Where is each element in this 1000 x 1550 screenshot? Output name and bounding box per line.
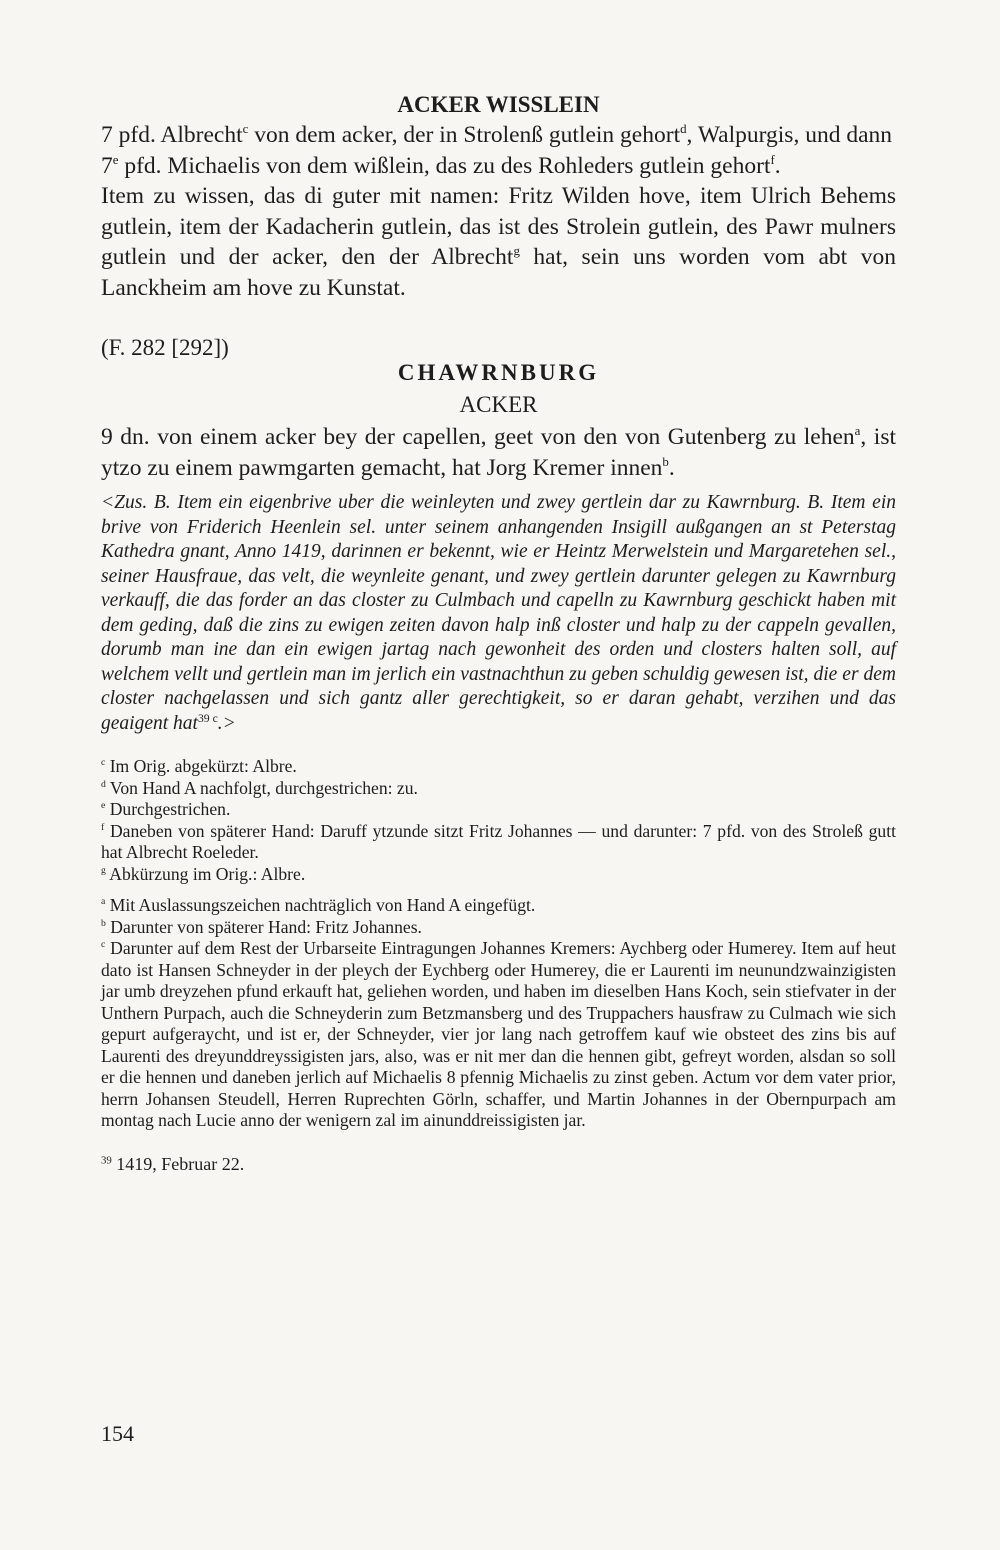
sub-title: ACKER	[459, 392, 538, 417]
note-f: $^f$ Daneben von späterer Hand: Daruff ytzunde sitzt Fritz Johannes — und darunter: 7 pfd. von des Stroleß gutt hat Albrecht Roeleder.	[101, 820, 896, 862]
note-c-long: $^c$ Darunter auf dem Rest der Urbarseite Eintragungen Johannes Kremers: Aychberg oder Humerey. Item auf heut dato ist Hansen Schneyder in der pleych der Eychberg oder Humerey, die er Laurenti im neunundzwainzigisten jar umb dreyzehen pfund erkauft hat, geliehen worden, und haben im dieselben Hans Koch, sein stiefvater in der Unthern Purpach, auch die Schneyderin zum Betzmansberg und des Truppachers hausfraw zu Culmach wie sich gepurt aufgeraycht, und ist er, der Schneyder, vier jor lang nach getroffem kauf wie obsteet des zins bis auf Laurenti des dreyunddreyssigisten jars, also, was er nit mer dan die hennen gibt, gefreyt worden, alsdan so soll er die hennen und daneben jerlich auf Michaelis 8 pfennig Michaelis zu zinst geben. Actum vor dem vater prior, herrn Johansen Steudell, Herren Ruprechten Görln, schaffer, und Martin Johannes in der Obernpurpach am montag nach Lucie anno der wenigern zal im ainunddreissigisten jar.	[101, 938, 896, 1130]
note-c: $^c$ Im Orig. abgekürzt: Albre.	[101, 756, 297, 776]
addition-b: <Zus. B. Item ein eigenbrive uber die weinleyten und zwey gertlein dar zu Kawrnburg. B. Item ein brive von Friderich Heenlein sel. unter seinem anhangenden Insigill außgangen an st Peterstag Kathedra gnant, Anno 1419, darinnen er bekennt, wie er Heintz Merwelstein und Margaretehen sel., seiner Hausfraue, das velt, die weynleite genant, und zwey gertlein darunter gelegen zu Kawrnburg verkauff, die das forder an das closter zu Culmbach und capelln zu Kawrnburg geschickt haben mit dem geding, daß die zins zu ewigen zeiten davon halp inß closter und halp zu der cappeln gevallen, dorumb man ine dan ein ewigen jartag nach gewonheit des orden und closters halten soll, auf welchem vellt und gertlein man im jerlich ein vastnachthun zu geben schuldig gewesen ist, die er dem closter nachgelassen und sich gantz aller gerechtigkeit, so er daran gehabt, verzihen und das geaigent hat$^{39 c}$.>	[101, 492, 896, 734]
note-d: $^d$ Von Hand A nachfolgt, durchgestrichen: zu.	[101, 777, 418, 798]
folio-reference: (F. 282 [292])	[101, 335, 229, 360]
note-a: $^a$ Mit Auslassungszeichen nachträglich von Hand A eingefügt.	[101, 895, 536, 915]
entry-albrecht: 7 pfd. Albrecht$^c$ von dem acker, der in Strolenß gutlein gehort$^d$, Walpurgis, und dann	[101, 120, 893, 148]
notes-group-1	[101, 756, 896, 885]
page-number: 154	[101, 1421, 134, 1446]
note-b: $^b$ Darunter von späterer Hand: Fritz Johannes.	[101, 916, 422, 937]
entry-item-zu-wissen: Item zu wissen, das di guter mit namen: Fritz Wilden hove, item Ulrich Behems gutlein, item der Kadacherin gutlein, das ist des Strolein gutlein, des Pawr mulners gutlein und der acker, den der Albrecht$^g$ hat, sein uns worden vom abt von Lanckheim am hove zu Kunstat.	[101, 183, 896, 301]
note-g: $^g$ Abkürzung im Orig.: Albre.	[101, 863, 306, 884]
entry-michaelis: 7e pfd. Michaelis von dem wißlein, das zu des Rohleders gutlein gehort$^f$.	[101, 151, 781, 179]
section-title: ACKER WISSLEIN	[397, 92, 600, 117]
acker-wisslein-entries	[101, 120, 896, 303]
note-e: $^e$ Durchgestrichen.	[101, 799, 231, 819]
place-title: CHAWRNBURG	[397, 360, 600, 385]
page-content	[101, 90, 896, 1176]
main-entry: 9 dn. von einem acker bey der capellen, geet von den von Gutenberg zu lehen$^a$, ist ytzo zu einem pawmgarten gemacht, hat Jorg Kremer innen$^b$.	[101, 422, 896, 481]
footnote-39: $^{39}$ 1419, Februar 22.	[101, 1153, 245, 1174]
notes-group-2	[101, 895, 896, 1132]
